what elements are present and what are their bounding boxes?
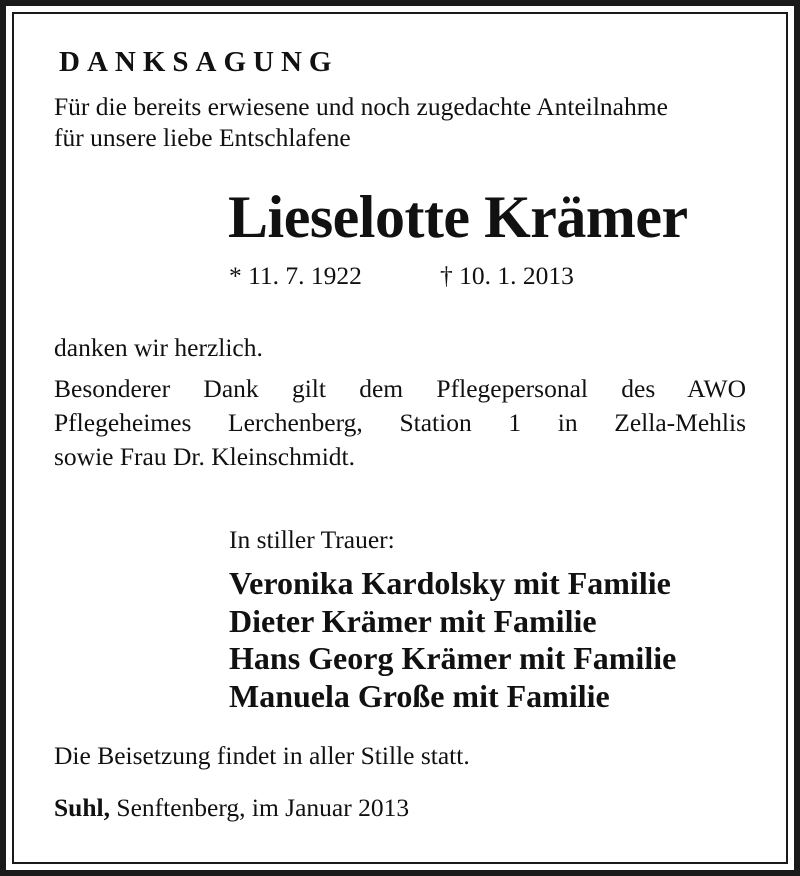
special-thanks-line: Pflegeheimes Lerchenberg, Station 1 in Zella-Mehlis <box>54 408 746 437</box>
mourners-list <box>229 565 676 715</box>
mourner-name: Hans Georg Krämer mit Familie <box>229 640 677 676</box>
place-rest: Senftenberg, im Januar 2013 <box>110 793 410 822</box>
intro-line: Für die bereits erwiesene und noch zugedachte Anteilnahme <box>54 92 668 121</box>
thanks-text: danken wir herzlich. <box>54 333 263 362</box>
special-thanks-line: sowie Frau Dr. Kleinschmidt. <box>54 442 356 471</box>
mourner-name: Veronika Kardolsky mit Familie <box>229 565 671 601</box>
deceased-name: Lieselotte Krämer <box>228 184 688 250</box>
mourning-label: In stiller Trauer: <box>229 525 395 554</box>
burial-note: Die Beisetzung findet in aller Stille statt. <box>54 741 470 770</box>
death-date: † 10. 1. 2013 <box>440 261 574 290</box>
place-and-date <box>54 790 409 826</box>
mourner-name: Manuela Große mit Familie <box>229 677 610 714</box>
special-thanks-line: Besonderer Dank gilt dem Pflegepersonal des AWO <box>54 374 746 403</box>
mourner-name: Dieter Krämer mit Familie <box>229 602 597 639</box>
place-bold: Suhl, <box>54 793 111 822</box>
intro-text <box>54 91 668 153</box>
special-thanks-paragraph <box>54 372 746 474</box>
notice-heading: DANKSAGUNG <box>59 46 339 78</box>
intro-line: für unsere liebe Entschlafene <box>54 123 351 152</box>
birth-date: * 11. 7. 1922 <box>229 261 362 290</box>
